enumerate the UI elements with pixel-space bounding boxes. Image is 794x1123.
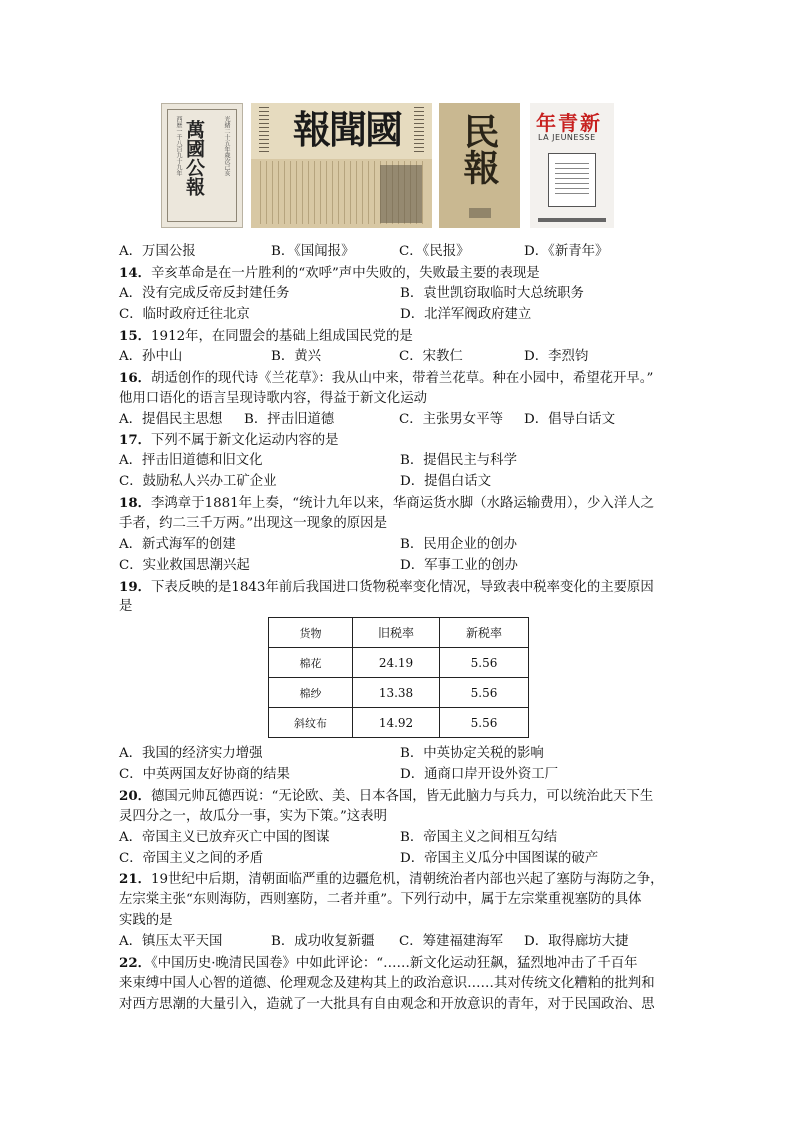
- cover-side-text-left: 西歷一千八百九十九年: [175, 116, 182, 176]
- q16-stem-line1: 16．胡适创作的现代诗《兰花草》：我从山中来，带着兰花草。种在小园中，希望花开早。”: [119, 370, 654, 386]
- q21-stem-line1: 21．19世纪中后期，清朝面临严重的边疆危机，清朝统治者内部也兴起了塞防与海防之争，: [119, 871, 664, 887]
- newspaper-images: [0, 103, 794, 228]
- guowenbao-image: [251, 103, 432, 228]
- q17-option-a: A．抨击旧道德和旧文化: [119, 453, 263, 468]
- q13-option-c: C．《民报》: [399, 244, 470, 259]
- q21-stem-line3: 实践的是: [119, 913, 173, 928]
- question-number: 21．: [119, 871, 152, 887]
- q14-option-b: B．袁世凯窃取临时大总统职务: [400, 286, 584, 301]
- table-cell: 棉花: [269, 648, 353, 678]
- newspaper-block: [380, 165, 422, 223]
- q18-option-b: B．民用企业的创办: [400, 537, 517, 552]
- question-number: 22．: [119, 955, 152, 971]
- table-header-cell: 旧税率: [353, 618, 440, 648]
- q17-option-c: C．鼓励私人兴办工矿企业: [119, 474, 277, 489]
- table-cell: 5.56: [440, 708, 529, 738]
- q20-stem-line1: 20．德国元帅瓦德西说：“无论欧、美、日本各国，皆无此脑力与兵力，可以统治此天下生: [119, 788, 654, 804]
- table-cell: 5.56: [440, 678, 529, 708]
- q14-option-c: C．临时政府迁往北京: [119, 307, 250, 322]
- q17-option-b: B．提倡民主与科学: [400, 453, 517, 468]
- table-cell: 棉纱: [269, 678, 353, 708]
- cover-footer: [538, 218, 606, 222]
- wanguo-gongbao-image: [161, 103, 243, 228]
- q15-stem: 15．1912年，在同盟会的基础上组成国民党的是: [119, 328, 413, 344]
- table-cell: 24.19: [353, 648, 440, 678]
- q19-option-b: B．中英协定关税的影响: [400, 746, 544, 761]
- q21-option-c: C．筹建福建海军: [399, 934, 503, 949]
- q22-stem-line3: 对西方思潮的大量引入，造就了一大批具有自由观念和开放意识的青年，对于民国政治、思: [119, 997, 655, 1012]
- q15-option-b: B．黄兴: [271, 349, 322, 364]
- q14-option-a: A．没有完成反帝反封建任务: [119, 286, 290, 301]
- q18-option-d: D．军事工业的创办: [400, 558, 518, 573]
- question-number: 16．: [119, 370, 152, 386]
- q14-stem: 14．辛亥革命是在一片胜利的“欢呼”声中失败的，失败最主要的表现是: [119, 265, 540, 281]
- q20-option-c: C．帝国主义之间的矛盾: [119, 851, 264, 866]
- table-cell: 5.56: [440, 648, 529, 678]
- q18-stem-line2: 手者，约二三千万两。”出现这一现象的原因是: [119, 516, 387, 531]
- q18-option-c: C．实业救国思潮兴起: [119, 558, 250, 573]
- q21-stem-line2: 左宗棠主张“东则海防，西则塞防，二者并重”。下列行动中，属于左宗棠重视塞防的具体: [119, 892, 642, 907]
- table-row: [269, 708, 529, 738]
- q13-option-b: B．《国闻报》: [271, 244, 355, 259]
- seal-mark: [469, 208, 491, 218]
- q16-option-c: C．主张男女平等: [399, 412, 503, 427]
- cover-title: 民報: [458, 113, 500, 185]
- q22-stem-line2: 来束缚中国人心智的道德、伦理观念及建构其上的政治意识……其对传统文化糟粕的批判和: [119, 976, 655, 991]
- minbao-image: [439, 103, 520, 228]
- q13-option-d: D．《新青年》: [524, 244, 609, 259]
- q14-option-d: D．北洋军阀政府建立: [400, 307, 532, 322]
- table-row: [269, 648, 529, 678]
- q20-stem-line2: 灵四分之一，故瓜分一事，实为下策。”这表明: [119, 809, 387, 824]
- masthead-side-column: [414, 107, 424, 155]
- cover-title: 年青新: [536, 111, 602, 135]
- cover-latin-title: LA JEUNESSE: [538, 133, 596, 142]
- q19-stem-line1: 19．下表反映的是1843年前后我国进口货物税率变化情况，导致表中税率变化的主要原因: [119, 579, 654, 595]
- table-cell: 斜纹布: [269, 708, 353, 738]
- q15-option-a: A．孙中山: [119, 349, 183, 364]
- q22-stem-line1: 22．《中国历史·晚清民国卷》中如此评论：“……新文化运动狂飙，猛烈地冲击了千百年: [119, 955, 638, 971]
- table-row: [269, 678, 529, 708]
- masthead-side-column: [259, 107, 269, 155]
- masthead-title: 報聞國: [293, 107, 402, 152]
- q20-option-a: A．帝国主义已放弃灭亡中国的图谋: [119, 830, 330, 845]
- q15-option-c: C．宋教仁: [399, 349, 463, 364]
- xinqingnian-image: [530, 103, 614, 228]
- table-cell: 13.38: [353, 678, 440, 708]
- cover-illustration: [548, 153, 596, 207]
- q18-option-a: A．新式海军的创建: [119, 537, 236, 552]
- tax-rate-table: [268, 617, 529, 738]
- question-number: 15．: [119, 328, 152, 344]
- question-number: 18．: [119, 495, 152, 511]
- q20-option-d: D．帝国主义瓜分中国图谋的破产: [400, 851, 599, 866]
- q13-option-a: A．万国公报: [119, 244, 196, 259]
- question-number: 20．: [119, 788, 152, 804]
- q16-option-a: A．提倡民主思想: [119, 412, 223, 427]
- q15-option-d: D．李烈钧: [524, 349, 589, 364]
- q18-stem-line1: 18．李鸿章于1881年上奏，“统计九年以来，华商运货水脚（水路运输费用），少入洋人之: [119, 495, 654, 511]
- q17-stem: 17．下列不属于新文化运动内容的是: [119, 432, 339, 448]
- q21-option-a: A．镇压太平天国: [119, 934, 223, 949]
- q17-option-d: D．提倡白话文: [400, 474, 492, 489]
- table-cell: 14.92: [353, 708, 440, 738]
- question-number: 14．: [119, 265, 152, 281]
- q21-option-d: D．取得廊坊大捷: [524, 934, 629, 949]
- table-header-cell: 货物: [269, 618, 353, 648]
- q16-option-b: B．抨击旧道德: [244, 412, 335, 427]
- q20-option-b: B．帝国主义之间相互勾结: [400, 830, 558, 845]
- cover-title: 萬國公報: [183, 120, 205, 196]
- q19-stem-line2: 是: [119, 599, 133, 614]
- question-number: 19．: [119, 579, 152, 595]
- q16-option-d: D．倡导白话文: [524, 412, 616, 427]
- table-header-row: [269, 618, 529, 648]
- question-number: 17．: [119, 432, 152, 448]
- q21-option-b: B．成功收复新疆: [271, 934, 375, 949]
- q19-option-c: C．中英两国友好协商的结果: [119, 767, 290, 782]
- cover-side-text-right: 光緒二十五年歲次己亥: [223, 116, 230, 176]
- q16-stem-line2: 他用口语化的语言呈现诗歌内容，得益于新文化运动: [119, 391, 427, 406]
- q19-option-a: A．我国的经济实力增强: [119, 746, 263, 761]
- q19-option-d: D．通商口岸开设外资工厂: [400, 767, 559, 782]
- table-header-cell: 新税率: [440, 618, 529, 648]
